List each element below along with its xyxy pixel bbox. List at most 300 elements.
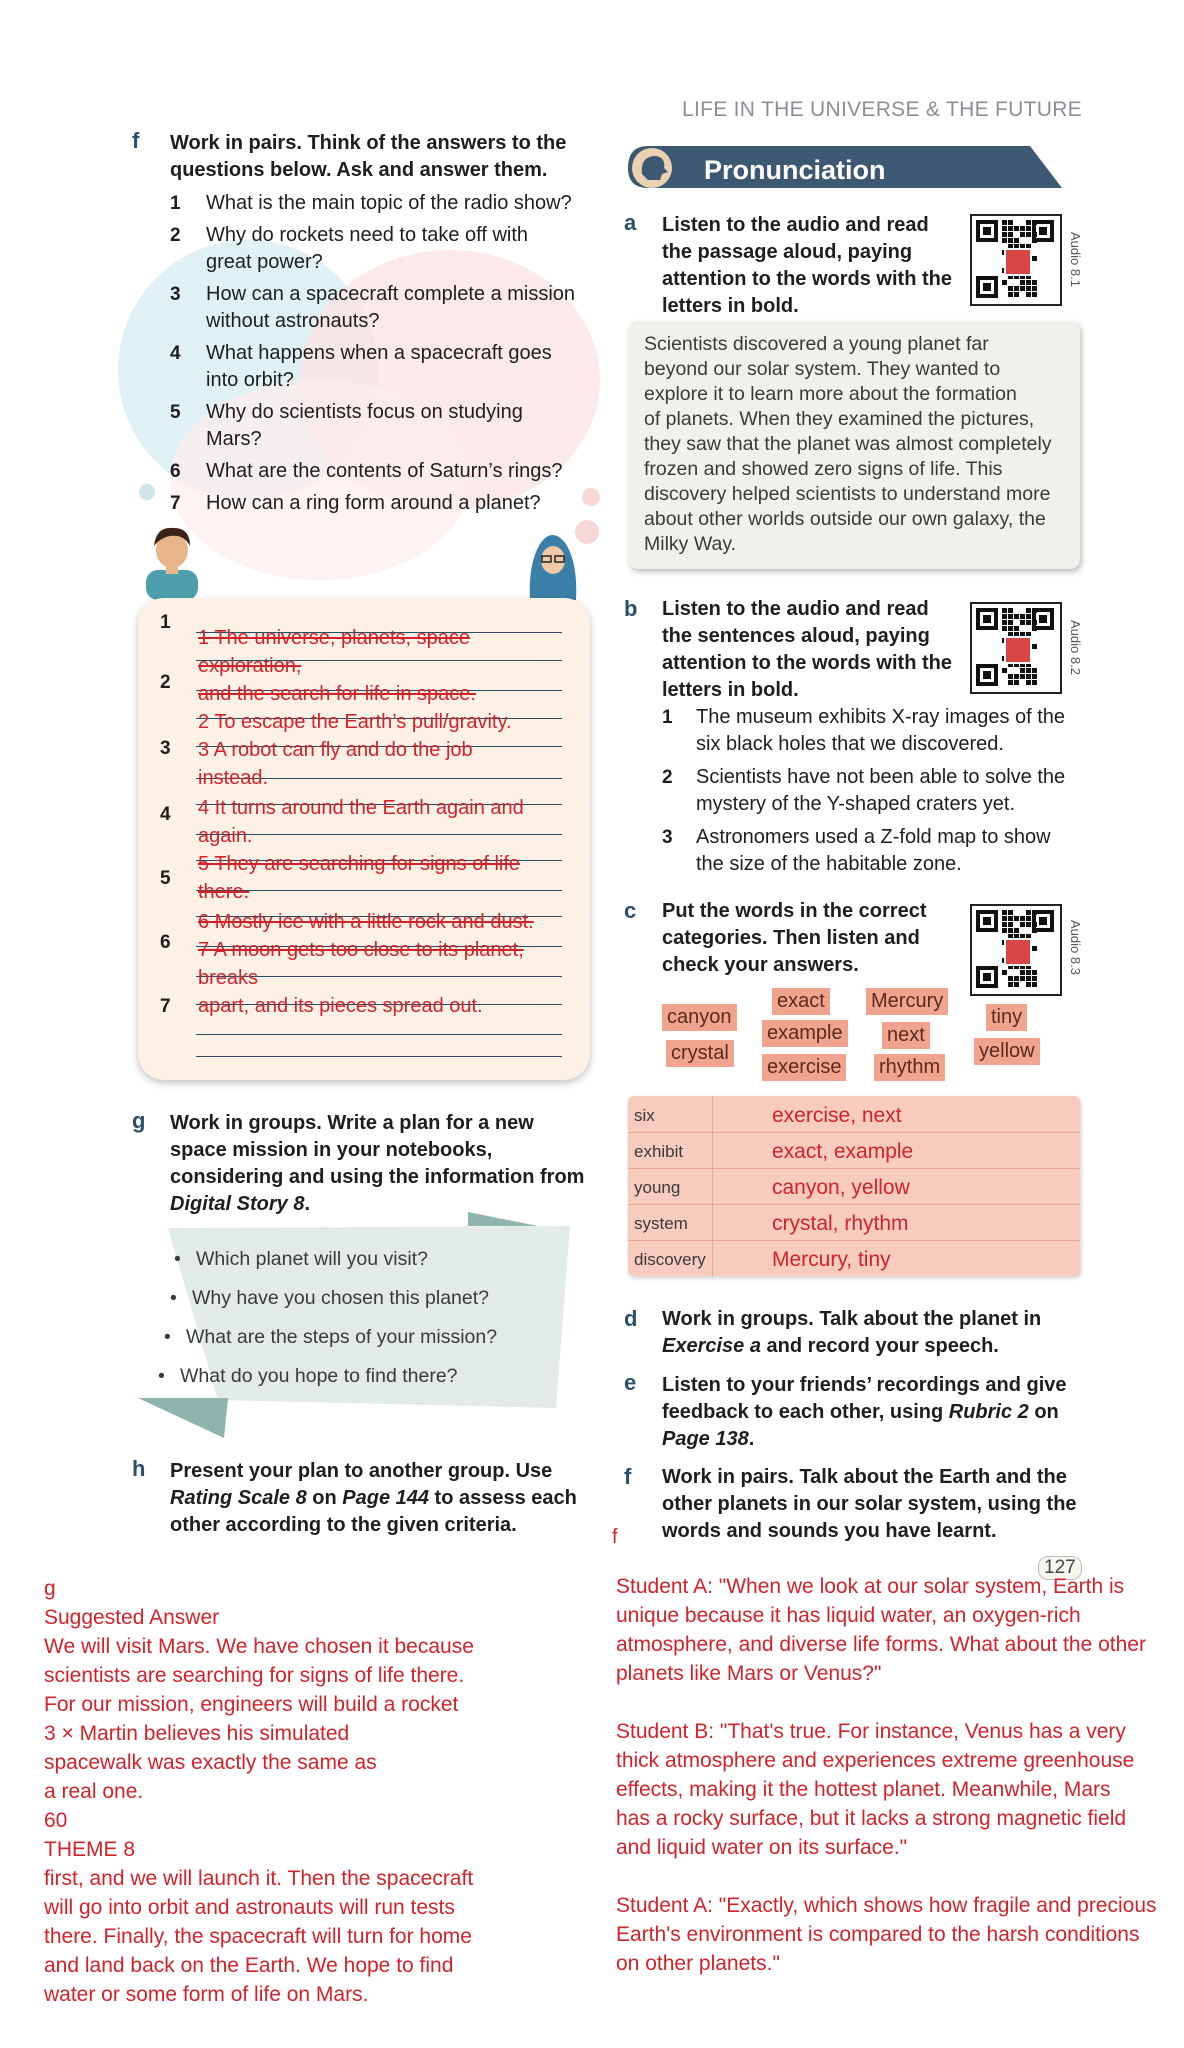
qr-module — [1002, 226, 1007, 231]
instruction-line: Work in groups. Write a plan for a new — [170, 1112, 534, 1134]
instruction-line: space mission in your notebooks, — [170, 1139, 493, 1161]
qr-module — [1008, 922, 1013, 927]
question-text — [206, 399, 523, 453]
question-number: 7 — [170, 493, 181, 514]
qr-module — [1020, 614, 1025, 619]
qr-code-icon[interactable] — [970, 904, 1062, 996]
question-line: How can a ring form around a planet? — [206, 492, 541, 514]
instruction-line: Work in pairs. Think of the answers to the — [170, 132, 567, 154]
qr-module — [1032, 626, 1037, 631]
word-tile: yellow — [974, 1038, 1040, 1065]
qr-module — [1026, 280, 1031, 285]
instruction-line: other planets in our solar system, using the — [662, 1493, 1077, 1515]
answer-text: apart, and its pieces spread out. — [198, 995, 483, 1017]
exercise-letter: b — [624, 596, 638, 621]
instruction-line: Present your plan to another group. Use — [170, 1460, 553, 1482]
instruction-italic: Rating Scale 8 — [170, 1487, 307, 1509]
instruction-line: Work in groups. Talk about the planet in — [662, 1308, 1042, 1330]
qr-code-icon[interactable] — [970, 214, 1062, 306]
qr-module — [1032, 644, 1037, 649]
handwritten-line: Student A: "Exactly, which shows how fragile and precious — [616, 1894, 1157, 1917]
qr-module — [1008, 976, 1013, 981]
bullet-text: Which planet will you visit? — [196, 1248, 428, 1270]
qr-module — [1002, 614, 1007, 619]
instruction-line: Put the words in the correct — [662, 900, 927, 922]
exercise-instruction — [662, 212, 952, 320]
qr-finder-dot — [1039, 615, 1047, 623]
qr-module — [1026, 970, 1031, 975]
handwritten-line: will go into orbit and astronauts will run tests — [44, 1896, 455, 1919]
reading-passage — [628, 321, 1080, 569]
qr-module — [1026, 680, 1031, 685]
word-tile: exercise — [762, 1054, 846, 1081]
qr-module — [1008, 608, 1013, 613]
bullet-dot-icon: • — [170, 1287, 177, 1309]
handwritten-line: Student B: "That's true. For instance, Venus has a very — [616, 1720, 1126, 1743]
qr-module — [1026, 620, 1031, 625]
question-line: into orbit? — [206, 369, 294, 391]
exercise-letter: f — [624, 1464, 632, 1489]
word-tile: next — [882, 1022, 930, 1049]
sentence-number: 3 — [662, 827, 673, 848]
passage-line: about other worlds outside our own galaxy, the — [644, 508, 1046, 530]
instruction-line: considering and using the information from — [170, 1166, 585, 1188]
qr-module — [1032, 286, 1037, 291]
exercise-letter: e — [624, 1370, 637, 1395]
sentence-text — [696, 824, 1051, 878]
question-line: How can a spacecraft complete a mission — [206, 283, 576, 305]
exercise-letter: h — [132, 1456, 146, 1481]
instruction-line: letters in bold. — [662, 679, 799, 701]
bullet-item — [158, 1365, 458, 1388]
question-line: Why do scientists focus on studying — [206, 401, 523, 423]
qr-module — [1032, 674, 1037, 679]
answer-number: 3 — [160, 738, 171, 759]
qr-module — [1020, 970, 1025, 975]
exercise-letter: a — [624, 210, 637, 235]
question-line: What happens when a spacecraft goes — [206, 342, 552, 364]
qr-module — [1026, 916, 1031, 921]
handwritten-line: water or some form of life on Mars. — [44, 1983, 369, 2006]
qr-module — [1002, 620, 1007, 625]
sentence-line: mystery of the Y-shaped craters yet. — [696, 793, 1016, 815]
qr-finder-dot — [983, 615, 991, 623]
answer-number: 5 — [160, 868, 171, 889]
handwritten-line: Earth's environment is compared to the harsh conditions — [616, 1923, 1140, 1946]
category-answer: exercise, next — [772, 1104, 902, 1127]
instruction-italic: Exercise a — [662, 1335, 761, 1357]
qr-finder-dot — [1039, 227, 1047, 235]
bullet-text: What do you hope to find there? — [180, 1365, 458, 1387]
passage-line: they saw that the planet was almost completely — [644, 433, 1052, 455]
qr-module — [1032, 928, 1037, 933]
sentence-line: six black holes that we discovered. — [696, 733, 1004, 755]
answer-text: breaks — [198, 967, 259, 989]
handwritten-line: effects, making it the hottest planet. Meanwhile, Mars — [616, 1778, 1111, 1801]
question-line: Mars? — [206, 428, 262, 450]
qr-finder-dot — [983, 973, 991, 981]
decor-bubble — [582, 488, 600, 506]
qr-module — [1008, 916, 1013, 921]
handwritten-answer-g — [44, 1574, 474, 2009]
question-number: 3 — [170, 284, 181, 305]
bullet-text: What are the steps of your mission? — [186, 1326, 498, 1348]
answer-text: exploration, — [198, 655, 302, 677]
instruction-line: the passage aloud, paying — [662, 241, 913, 263]
category-cell: exhibit — [634, 1142, 684, 1161]
instruction-line: categories. Then listen and — [662, 927, 920, 949]
qr-module — [1002, 928, 1007, 933]
word-tile: exact — [772, 988, 830, 1015]
handwritten-line: and liquid water on its surface." — [616, 1836, 908, 1859]
qr-module — [1014, 614, 1019, 619]
handwritten-label: f — [612, 1526, 618, 1548]
passage-line: Milky Way. — [644, 533, 737, 555]
handwritten-line: 3 × Martin believes his simulated — [44, 1722, 350, 1745]
sentence-number: 1 — [662, 707, 673, 728]
audio-label: Audio 8.3 — [1068, 920, 1083, 975]
word-tile: canyon — [662, 1004, 737, 1031]
qr-module — [1032, 668, 1037, 673]
qr-module — [1026, 668, 1031, 673]
qr-module — [1002, 922, 1007, 927]
qr-module — [1032, 608, 1037, 613]
qr-module — [1008, 928, 1013, 933]
instruction-line: . — [748, 1428, 755, 1450]
qr-module — [1014, 292, 1019, 297]
instruction-line: Listen to the audio and read — [662, 214, 929, 236]
exercise-instruction — [170, 1458, 577, 1539]
answer-text: 4 It turns around the Earth again and — [198, 797, 524, 819]
qr-module — [1014, 976, 1019, 981]
word-tile: Mercury — [866, 988, 948, 1015]
bullet-dot-icon: • — [158, 1365, 165, 1387]
qr-module — [1026, 922, 1031, 927]
instruction-italic: Rubric 2 — [948, 1401, 1029, 1423]
qr-module — [1014, 982, 1019, 987]
exercise-instruction — [662, 596, 952, 704]
qr-finder-dot — [983, 671, 991, 679]
qr-module — [1020, 674, 1025, 679]
exercise-letter: c — [624, 898, 637, 923]
category-answer: canyon, yellow — [772, 1176, 910, 1199]
word-tile: tiny — [986, 1004, 1027, 1031]
passage-line: discovery helped scientists to understand more — [644, 483, 1051, 505]
passage-line: explore it to learn more about the formation — [644, 383, 1017, 405]
bullet-dot-icon: • — [174, 1248, 181, 1270]
answer-text: 1 The universe, planets, space — [198, 627, 471, 649]
qr-module — [1020, 232, 1025, 237]
qr-module — [1002, 238, 1007, 243]
question-text — [206, 458, 563, 485]
qr-module — [1020, 668, 1025, 673]
qr-module — [1032, 620, 1037, 625]
handwritten-line: unique because it has liquid water, an oxygen-rich — [616, 1604, 1081, 1627]
handwritten-line — [616, 1688, 1157, 1717]
qr-module — [1008, 680, 1013, 685]
handwritten-line: Student A: "When we look at our solar system, Earth is — [616, 1575, 1125, 1598]
qr-module — [1026, 226, 1031, 231]
word-tile: crystal — [666, 1040, 734, 1067]
category-answer: Mercury, tiny — [772, 1248, 891, 1271]
category-cell: system — [634, 1214, 688, 1233]
qr-module — [1008, 238, 1013, 243]
exercise-instruction — [170, 1110, 584, 1218]
bullet-item — [174, 1248, 428, 1271]
instruction-line: attention to the words with the — [662, 652, 952, 674]
qr-module — [1014, 916, 1019, 921]
qr-module — [1026, 614, 1031, 619]
instruction-line: on — [1028, 1401, 1059, 1423]
qr-module — [1020, 922, 1025, 927]
qr-module — [1008, 614, 1013, 619]
qr-module — [1002, 970, 1007, 975]
handwritten-line: g — [44, 1577, 56, 1600]
handwritten-line: We will visit Mars. We have chosen it because — [44, 1635, 474, 1658]
qr-module — [1032, 982, 1037, 987]
qr-module — [1020, 916, 1025, 921]
answer-text: 6 Mostly ice with a little rock and dust. — [198, 911, 534, 933]
answer-line — [196, 1034, 562, 1035]
bullet-panel — [138, 1212, 600, 1438]
question-text — [206, 340, 552, 394]
instruction-line: to assess each — [429, 1487, 577, 1509]
qr-module — [1026, 982, 1031, 987]
qr-module — [1014, 238, 1019, 243]
qr-module — [1032, 910, 1037, 915]
qr-module — [1002, 910, 1007, 915]
qr-module — [1008, 626, 1013, 631]
qr-module — [1026, 674, 1031, 679]
word-tile: example — [762, 1020, 848, 1047]
boy-avatar-icon — [140, 520, 204, 600]
qr-module — [1014, 286, 1019, 291]
sentence-line: The museum exhibits X-ray images of the — [696, 706, 1066, 728]
category-cell: discovery — [634, 1250, 706, 1269]
instruction-line: and record your speech. — [760, 1335, 999, 1357]
handwritten-line: scientists are searching for signs of life there. — [44, 1664, 465, 1687]
qr-module — [1002, 232, 1007, 237]
qr-module — [1032, 256, 1037, 261]
instruction-line: other according to the given criteria. — [170, 1514, 517, 1536]
qr-finder-dot — [1039, 917, 1047, 925]
answer-number: 6 — [160, 932, 171, 953]
handwritten-line: spacewalk was exactly the same as — [44, 1751, 377, 1774]
instruction-line: the sentences aloud, paying — [662, 625, 930, 647]
sentence-number: 2 — [662, 767, 673, 788]
qr-module — [1020, 286, 1025, 291]
question-line: Why do rockets need to take off with — [206, 224, 529, 246]
qr-module — [1014, 928, 1019, 933]
qr-module — [1008, 232, 1013, 237]
qr-module — [1002, 220, 1007, 225]
qr-module — [1014, 674, 1019, 679]
handwritten-line: planets like Mars or Venus?" — [616, 1662, 882, 1685]
exercise-instruction — [662, 1372, 1067, 1453]
qr-finder-dot — [983, 917, 991, 925]
qr-module — [1008, 286, 1013, 291]
handwritten-line: 60 — [44, 1809, 68, 1832]
answer-line — [196, 890, 562, 891]
instruction-line: Listen to your friends’ recordings and give — [662, 1374, 1067, 1396]
sentence-line: Astronomers used a Z-fold map to show — [696, 826, 1051, 848]
qr-module — [1026, 220, 1031, 225]
answer-text: 3 A robot can fly and do the job — [198, 739, 473, 761]
qr-module — [1008, 220, 1013, 225]
qr-module — [1008, 226, 1013, 231]
instruction-line: feedback to each other, using — [662, 1401, 949, 1423]
qr-module — [1002, 280, 1007, 285]
instruction-line: on — [306, 1487, 343, 1509]
instruction-italic: Digital Story 8 — [170, 1193, 305, 1215]
passage-line: Scientists discovered a young planet far — [644, 333, 989, 355]
category-answer: crystal, rhythm — [772, 1212, 909, 1235]
instruction-line: questions below. Ask and answer them. — [170, 159, 548, 181]
handwritten-line: For our mission, engineers will build a rocket — [44, 1693, 459, 1716]
audio-label: Audio 8.1 — [1068, 232, 1083, 287]
answer-text: there. — [198, 881, 250, 903]
instruction-line: words and sounds you have learnt. — [662, 1520, 997, 1542]
exercise-instruction — [662, 1464, 1077, 1545]
qr-module — [1032, 238, 1037, 243]
answer-text: 7 A moon gets too close to its planet, — [198, 939, 524, 961]
exercise-instruction — [662, 1306, 1041, 1360]
passage-line: of planets. When they examined the pictures, — [644, 408, 1035, 430]
handwritten-line: atmosphere, and diverse life forms. What about the other — [616, 1633, 1146, 1656]
handwritten-answer-f — [616, 1572, 1157, 1978]
qr-finder-dot — [983, 283, 991, 291]
question-line: What is the main topic of the radio show? — [206, 192, 572, 214]
qr-code-icon[interactable] — [970, 602, 1062, 694]
passage-line: frozen and showed zero signs of life. This — [644, 458, 1003, 480]
handwritten-line: and land back on the Earth. We hope to find — [44, 1954, 454, 1977]
qr-module — [1032, 970, 1037, 975]
qr-center-logo — [1004, 636, 1032, 664]
category-answer: exact, example — [772, 1140, 914, 1163]
sentence-text — [696, 704, 1065, 758]
answer-number: 1 — [160, 612, 171, 633]
question-text — [206, 190, 572, 217]
answer-text: and the search for life in space. — [198, 683, 476, 705]
question-line: great power? — [206, 251, 323, 273]
sentence-text — [696, 764, 1065, 818]
qr-center-logo — [1004, 248, 1032, 276]
qr-module — [1026, 286, 1031, 291]
qr-module — [1008, 674, 1013, 679]
question-text — [206, 490, 541, 517]
handwritten-line: on other planets." — [616, 1952, 780, 1975]
question-line: What are the contents of Saturn’s rings? — [206, 460, 563, 482]
qr-module — [1026, 976, 1031, 981]
instruction-line: Listen to the audio and read — [662, 598, 929, 620]
category-cell: six — [634, 1106, 655, 1125]
qr-module — [1008, 982, 1013, 987]
question-text — [206, 222, 528, 276]
qr-module — [1014, 226, 1019, 231]
qr-module — [1032, 280, 1037, 285]
qr-module — [1020, 620, 1025, 625]
word-tile: rhythm — [874, 1054, 945, 1081]
answer-number: 7 — [160, 996, 171, 1017]
qr-module — [1032, 220, 1037, 225]
instruction-line: . — [304, 1193, 311, 1215]
qr-module — [1020, 976, 1025, 981]
qr-module — [1032, 922, 1037, 927]
bullet-text: Why have you chosen this planet? — [192, 1287, 490, 1309]
exercise-instruction — [170, 130, 566, 184]
exercise-letter: d — [624, 1306, 638, 1331]
qr-module — [1026, 292, 1031, 297]
section-title: Pronunciation — [704, 155, 886, 185]
question-text — [206, 281, 575, 335]
instruction-italic: Page 144 — [342, 1487, 429, 1509]
qr-module — [1032, 232, 1037, 237]
question-number: 6 — [170, 461, 181, 482]
category-cell: young — [634, 1178, 681, 1197]
qr-module — [1032, 680, 1037, 685]
handwritten-line: a real one. — [44, 1780, 144, 1803]
answer-line — [196, 1056, 562, 1057]
handwritten-line: has a rocky surface, but it lacks a strong magnetic field — [616, 1807, 1127, 1830]
sentence-line: Scientists have not been able to solve the — [696, 766, 1066, 788]
handwritten-line — [616, 1862, 1157, 1891]
exercise-letter: f — [132, 128, 140, 153]
handwritten-line: first, and we will launch it. Then the spacecraft — [44, 1867, 474, 1890]
instruction-line: check your answers. — [662, 954, 859, 976]
question-number: 5 — [170, 402, 181, 423]
question-number: 2 — [170, 225, 181, 246]
answer-text: 2 To escape the Earth’s pull/gravity. — [198, 711, 512, 733]
question-number: 4 — [170, 343, 181, 364]
instruction-line: attention to the words with the — [662, 268, 952, 290]
bullet-item — [170, 1287, 489, 1310]
qr-finder-dot — [983, 227, 991, 235]
bullet-item — [164, 1326, 497, 1349]
sentence-line: the size of the habitable zone. — [696, 853, 962, 875]
handwritten-line: Suggested Answer — [44, 1606, 220, 1629]
answer-number: 2 — [160, 672, 171, 693]
page-number: 127 — [1038, 1556, 1082, 1580]
answer-text: 5 They are searching for signs of life — [198, 853, 521, 875]
qr-module — [1032, 976, 1037, 981]
qr-center-logo — [1004, 938, 1032, 966]
answer-number: 4 — [160, 804, 171, 825]
qr-module — [1014, 680, 1019, 685]
answer-text: instead. — [198, 767, 269, 789]
qr-module — [1026, 910, 1031, 915]
handwritten-line: there. Finally, the spacecraft will turn for home — [44, 1925, 472, 1948]
qr-module — [1020, 280, 1025, 285]
qr-module — [1020, 226, 1025, 231]
page-header: LIFE IN THE UNIVERSE & THE FUTURE — [681, 98, 1082, 121]
instruction-italic: Page 138 — [662, 1428, 749, 1450]
qr-module — [1008, 910, 1013, 915]
qr-module — [1002, 916, 1007, 921]
qr-module — [1002, 626, 1007, 631]
handwritten-line: THEME 8 — [44, 1838, 136, 1861]
girl-avatar-icon — [520, 524, 584, 600]
answer-text: again. — [198, 825, 253, 847]
qr-module — [1002, 668, 1007, 673]
audio-label: Audio 8.2 — [1068, 620, 1083, 675]
qr-module — [1026, 232, 1031, 237]
handwritten-line: thick atmosphere and experiences extreme greenhouse — [616, 1749, 1135, 1772]
instruction-line: Work in pairs. Talk about the Earth and the — [662, 1466, 1067, 1488]
qr-module — [1032, 946, 1037, 951]
exercise-instruction — [662, 898, 926, 979]
qr-module — [1008, 292, 1013, 297]
question-line: without astronauts? — [206, 310, 380, 332]
